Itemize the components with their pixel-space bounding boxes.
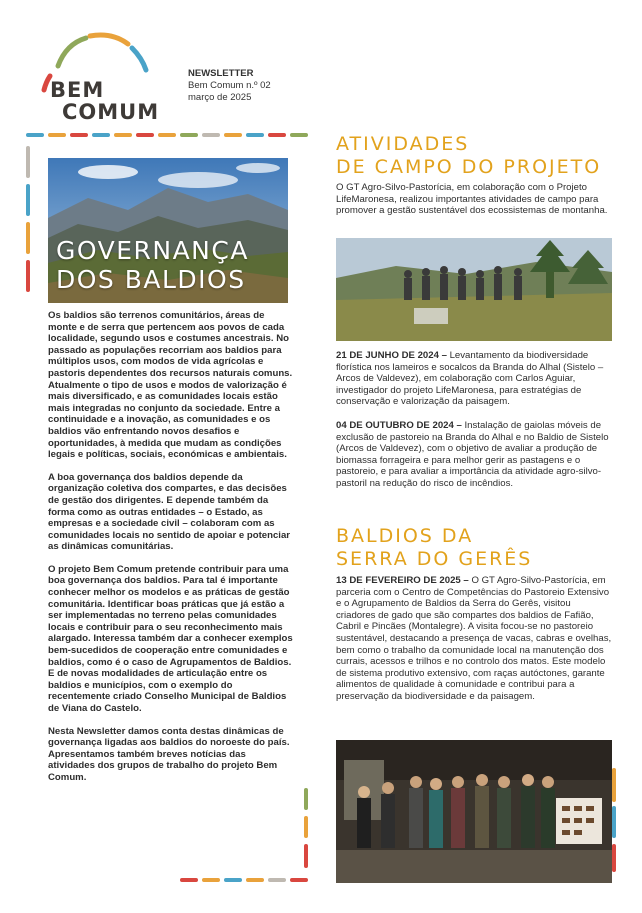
section2-date: 13 DE FEVEREIRO DE 2025 – [336, 575, 469, 586]
section2-body [336, 575, 612, 703]
section2-title-line2: SERRA DO GERÊS [336, 548, 533, 570]
field-activity-photo [336, 238, 612, 341]
logo-line2: COMUM [62, 100, 160, 124]
section1-title [336, 133, 601, 179]
section1-item2-text: Instalação de gaiolas móveis de exclusão de pastoreio na Branda do Alhal e no Baldio de Sistelo (Arcos de Valdevez), com o objetivo de avaliar a produção de biomassa forrageira e para melhor gerir as pastagens e o pastoreio, e para avaliar a importância da atividade agro-silvo-pastoril na redução do risco de incêndios. [336, 420, 609, 489]
section1-title-line2: DE CAMPO DO PROJETO [336, 156, 602, 178]
logo-line1: BEM [50, 78, 105, 102]
left-paragraph: A boa governança dos baldios depende da organização coletiva dos compartes, e das decisões de gestão dos dirigentes. E depende também da forma como as outras entidades – o Estado, as empresas e a sociedade civil – colaboram com as comunidades locais no sentido de apoiar e potenciar as dinâmicas comunitárias. [48, 471, 291, 553]
left-article-body [48, 310, 293, 795]
gerês-visit-photo [336, 740, 612, 883]
newsletter-label: NEWSLETTER [188, 68, 254, 79]
newsletter-issue: Bem Comum n.º 02 [188, 80, 271, 91]
left-paragraph: O projeto Bem Comum pretende contribuir para uma boa governança dos baldios. Para tal é importante conhecer melhor os modelos e as práticas de gestão comunitária. Identificar boas práticas que já estão a ser implementadas no terreno pelas comunidades locais e contribuir para o seu reconhecimento mais alargado. Interessa também dar a conhecer exemplos bem-sucedidos de cooperação entre comunidades e baldios, como é o caso de Agrupamentos de Baldios. E de novas modalidades de articulação entre os baldios e municípios, com o exemplo do recentemente criado Conselho Municipal de Baldios de Viana do Castelo. [48, 563, 293, 714]
left-paragraph: Nesta Newsletter damos conta destas dinâmicas de governança ligadas aos baldios do noroeste do país. Apresentamos também breves notícias das atividades dos grupos de trabalho do projeto Bem Comum. [48, 725, 290, 783]
hero-title [56, 236, 249, 294]
hero-title-line2: DOS BALDIOS [56, 265, 246, 294]
section2-title-line1: BALDIOS DA [336, 525, 474, 547]
section1-item1-text: Levantamento da biodiversidade florística nos lameiros e socalcos da Branda do Alhal (Sistelo – Arcos de Valdevez), em colaboração com Carlos Aguiar, investigador do projeto LifeMaronesa, para estratégias de conservação e valorização da paisagem. [336, 350, 604, 408]
section1-intro: O GT Agro-Silvo-Pastorícia, em colaboração com o Projeto LifeMaronesa, realizou importantes atividades de campo para promover a gestão sustentável dos ecossistemas de montanha. [336, 182, 608, 217]
section1-item1-date: 21 DE JUNHO DE 2024 – [336, 350, 447, 361]
hero-image-governanca [48, 158, 288, 303]
section2-title [336, 525, 532, 571]
hero-title-line1: GOVERNANÇA [56, 236, 249, 265]
left-paragraph: Os baldios são terrenos comunitários, áreas de monte e de serra que pertencem aos povos de cada localidade, segundo usos e costumes ancestrais. No passado as populações recorriam aos baldios para múltiplos usos, com modos de vida agrícolas e pastoris dependentes dos recursos naturais comuns. Atualmente o tipo de usos e modos de valorização é mais diversificado, e as comunidades locais estão mais integradas no conjunto da sociedade. Entre a continuidade e a inovação, as comunidades e os baldios vão enfrentando novos desafios e oportunidades, à medida que mudam as condições legais e políticas, sociais, económicas e ambientais. [48, 310, 293, 461]
section1-item2-date: 04 DE OUTUBRO DE 2024 – [336, 420, 462, 431]
section2-text: O GT Agro-Silvo-Pastorícia, em parceria com o Centro de Competências do Pastoreio Extensivo e o Agrupamento de Baldios da Serra do Gerês, visitou criadores de gado que são compartes dos baldios de Fafião, Cabril e Pincães (Montalegre). A visita focou-se no pastoreio sustentável, destacando a presença de vacas, cabras e ovelhas, bem como o trabalho da comunidade local na manutenção dos currais, acessos e trilhos e no controlo dos matos. Este modelo de sistema produtivo extensivo, com raças autóctones, garante alimentos de qualidade à comunidade e contribui para a preservação da biodiversidade e da paisagem. [336, 575, 612, 702]
group-field-photo-image [336, 238, 612, 341]
section1-item1 [336, 350, 612, 408]
barn-group-photo-image [336, 740, 612, 883]
newsletter-date: março de 2025 [188, 92, 252, 103]
section1-title-line1: ATIVIDADES [336, 133, 470, 155]
section1-item2 [336, 420, 612, 490]
